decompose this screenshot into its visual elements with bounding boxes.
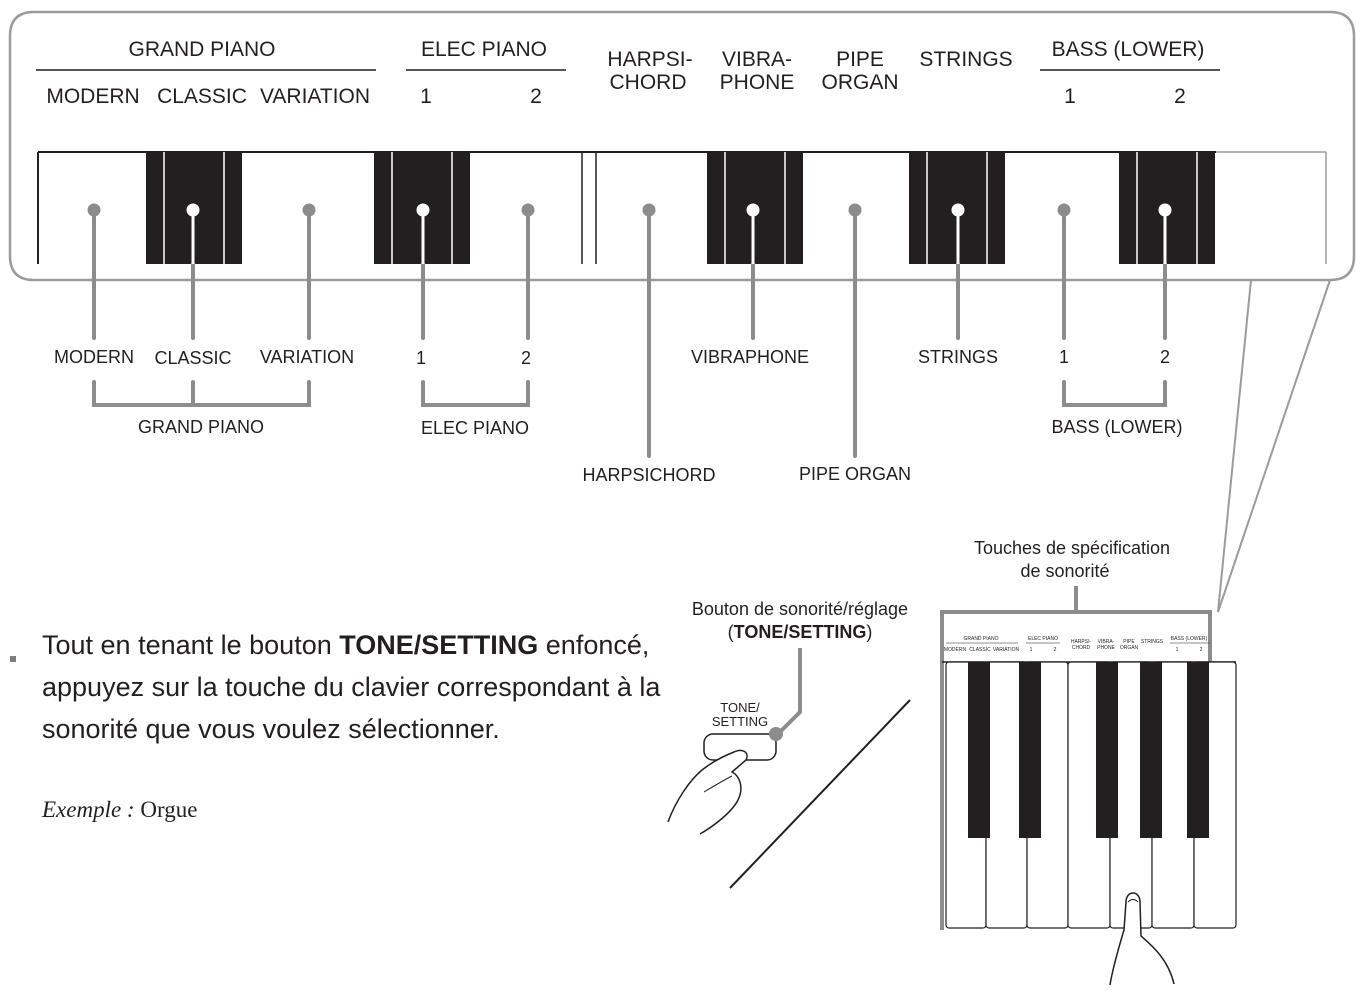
tone-label-elec-2: 2: [530, 85, 542, 108]
bracket-bass-lower: [1064, 382, 1165, 405]
mini-label: MODERN: [943, 647, 967, 653]
tone-label-vibraphone-2: PHONE: [719, 71, 795, 94]
tone-label-harpsichord-1: HARPSI-: [607, 48, 693, 71]
key-dot: [747, 204, 760, 217]
step-bullet: [10, 656, 16, 662]
mini-label: 1: [1175, 647, 1179, 653]
callout-elec-2: 2: [520, 348, 532, 368]
callout-elec-piano: ELEC PIANO: [420, 418, 530, 438]
key-dot: [849, 204, 862, 217]
callout-labels: [54, 347, 1183, 485]
tone-label-pipe-organ-1: PIPE: [836, 48, 884, 71]
callout-bass-1: 1: [1058, 347, 1070, 367]
group-label-elec-piano: ELEC PIANO: [420, 38, 548, 61]
key-dot: [952, 204, 965, 217]
key-dot: [187, 204, 200, 217]
key-dots: [88, 204, 1172, 217]
tone-label-vibraphone-1: VIBRA-: [721, 48, 793, 71]
key-dot: [1058, 204, 1071, 217]
tone-label-bass-2: 2: [1174, 85, 1186, 108]
tone-label-strings: STRINGS: [919, 48, 1013, 71]
callout-pipe-organ: PIPE ORGAN: [798, 464, 912, 484]
enlarged-keyboard: [38, 152, 1326, 264]
key-dot: [522, 204, 535, 217]
tone-button-label: Bouton de sonorité/réglage: [691, 599, 909, 619]
mini-label: 1: [1029, 647, 1033, 653]
tone-label-modern: MODERN: [46, 85, 140, 108]
tone-button-label: (TONE/SETTING): [727, 622, 873, 642]
example-text: Exemple : Orgue: [42, 797, 198, 822]
mini-label: GRAND PIANO: [963, 636, 999, 642]
panel-labels: [36, 38, 1220, 108]
tone-label-elec-1: 1: [420, 85, 432, 108]
callout-variation: VARIATION: [259, 347, 355, 367]
tone-button-leader: [778, 648, 800, 734]
callout-elec-1: 1: [415, 348, 427, 368]
mini-label: 2: [1199, 647, 1203, 653]
button-print-text: TONE/: [720, 700, 760, 715]
key-dot: [303, 204, 316, 217]
black-key[interactable]: [1140, 662, 1162, 838]
black-key[interactable]: [1187, 662, 1209, 838]
mini-label: CHORD: [1071, 645, 1091, 651]
mini-label: BASS (LOWER): [1170, 636, 1208, 642]
black-key[interactable]: [1096, 662, 1118, 838]
mini-panel-labels: [944, 636, 1210, 653]
tone-label-pipe-organ-2: ORGAN: [821, 71, 899, 94]
mini-label: CLASSIC: [969, 647, 991, 653]
callout-bass-lower: BASS (LOWER): [1051, 417, 1183, 437]
tone-label-classic: CLASSIC: [157, 85, 247, 108]
black-key[interactable]: [1019, 662, 1041, 838]
group-label-bass-lower: BASS (LOWER): [1051, 38, 1205, 61]
callout-vibraphone: VIBRAPHONE: [690, 347, 810, 367]
hand-pressing-button-icon: [668, 750, 747, 834]
callout-classic: CLASSIC: [154, 348, 232, 368]
tone-label-bass-1: 1: [1064, 85, 1076, 108]
callout-strings: STRINGS: [917, 347, 999, 367]
mini-label: STRINGS: [1140, 639, 1164, 645]
mini-label: PIPE: [1123, 639, 1135, 645]
tone-label-variation: VARIATION: [259, 85, 371, 108]
bracket-elec-piano: [423, 382, 528, 405]
mini-label: VIBRA-: [1097, 639, 1115, 645]
callout-modern: MODERN: [54, 347, 134, 367]
mini-label: PHONE: [1097, 645, 1115, 651]
mini-label: VARIATION: [992, 647, 1020, 653]
bracket-grand-piano: [94, 382, 309, 405]
tone-button-dot: [769, 727, 783, 741]
key-dot: [417, 204, 430, 217]
callout-harpsichord: HARPSICHORD: [582, 465, 716, 485]
tone-keys-label: de sonorité: [1020, 561, 1110, 581]
callout-grand-piano: GRAND PIANO: [137, 417, 265, 437]
small-keyboard: [942, 662, 1236, 928]
tone-keys-label: Touches de spécification: [973, 538, 1171, 558]
group-label-grand-piano: GRAND PIANO: [128, 38, 276, 61]
button-print-text: SETTING: [711, 714, 769, 729]
instruction-text: Tout en tenant le bouton TONE/SETTING enfoncé, appuyez sur la touche du clavier correspondant à la sonorité que vous voulez sélectionner.: [42, 630, 661, 744]
tone-label-harpsichord-2: CHORD: [609, 71, 687, 94]
key-dot: [1159, 204, 1172, 217]
mini-label: HARPSI-: [1070, 639, 1092, 645]
mini-label: 2: [1053, 647, 1057, 653]
mini-label: ORGAN: [1119, 645, 1139, 651]
key-dot: [643, 204, 656, 217]
mini-label: ELEC PIANO: [1027, 636, 1059, 642]
key-dot: [88, 204, 101, 217]
black-key[interactable]: [968, 662, 990, 838]
callout-bass-2: 2: [1159, 347, 1171, 367]
